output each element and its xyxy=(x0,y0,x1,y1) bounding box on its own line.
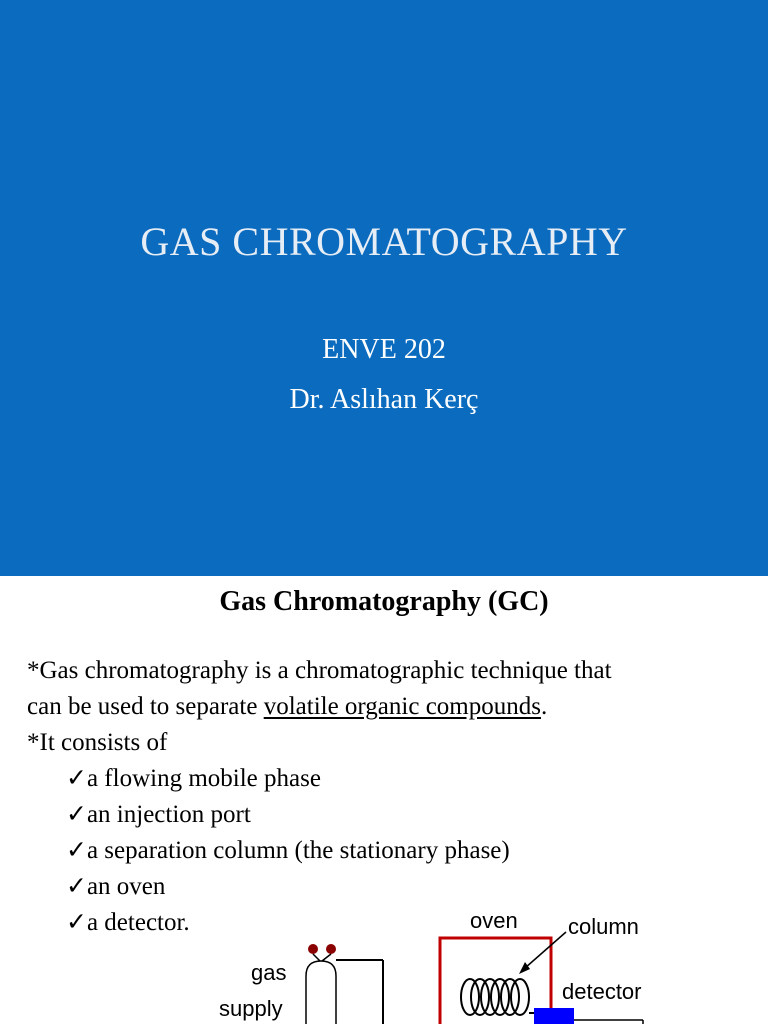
definition-text: can be used to separate xyxy=(27,693,264,720)
detector-label: detector xyxy=(562,979,642,1004)
check-icon: ✓ xyxy=(66,801,87,828)
course-code: ENVE 202 xyxy=(322,334,446,365)
detector-box xyxy=(534,1008,574,1024)
volatile-compounds-text: volatile organic compounds xyxy=(263,693,541,720)
supply-label: supply xyxy=(219,996,283,1021)
list-item: ✓an injection port xyxy=(66,801,251,828)
check-icon: ✓ xyxy=(66,765,87,792)
column-label: column xyxy=(568,914,639,939)
column-coil-icon xyxy=(461,979,540,1015)
content-slide-title: Gas Chromatography (GC) xyxy=(219,586,549,617)
definition-line-1: *Gas chromatography is a chromatographic technique that xyxy=(27,657,612,684)
instructor-name: Dr. Aslıhan Kerç xyxy=(289,384,479,415)
list-item: ✓a detector. xyxy=(66,909,190,936)
list-item: ✓a separation column (the stationary phase) xyxy=(66,837,510,864)
oven-label: oven xyxy=(470,908,518,933)
content-slide xyxy=(0,576,768,1024)
definition-period: . xyxy=(540,693,548,720)
slide-title: GAS CHROMATOGRAPHY xyxy=(140,219,628,264)
consists-of-line: *It consists of xyxy=(27,729,168,756)
check-icon: ✓ xyxy=(66,873,87,900)
gas-cylinder-icon xyxy=(306,944,336,1024)
gc-diagram xyxy=(0,576,768,1024)
list-item: ✓an oven xyxy=(66,873,166,900)
list-item: ✓a flowing mobile phase xyxy=(66,765,321,792)
check-icon: ✓ xyxy=(66,837,87,864)
gas-label: gas xyxy=(251,960,287,985)
check-icon: ✓ xyxy=(66,909,87,936)
